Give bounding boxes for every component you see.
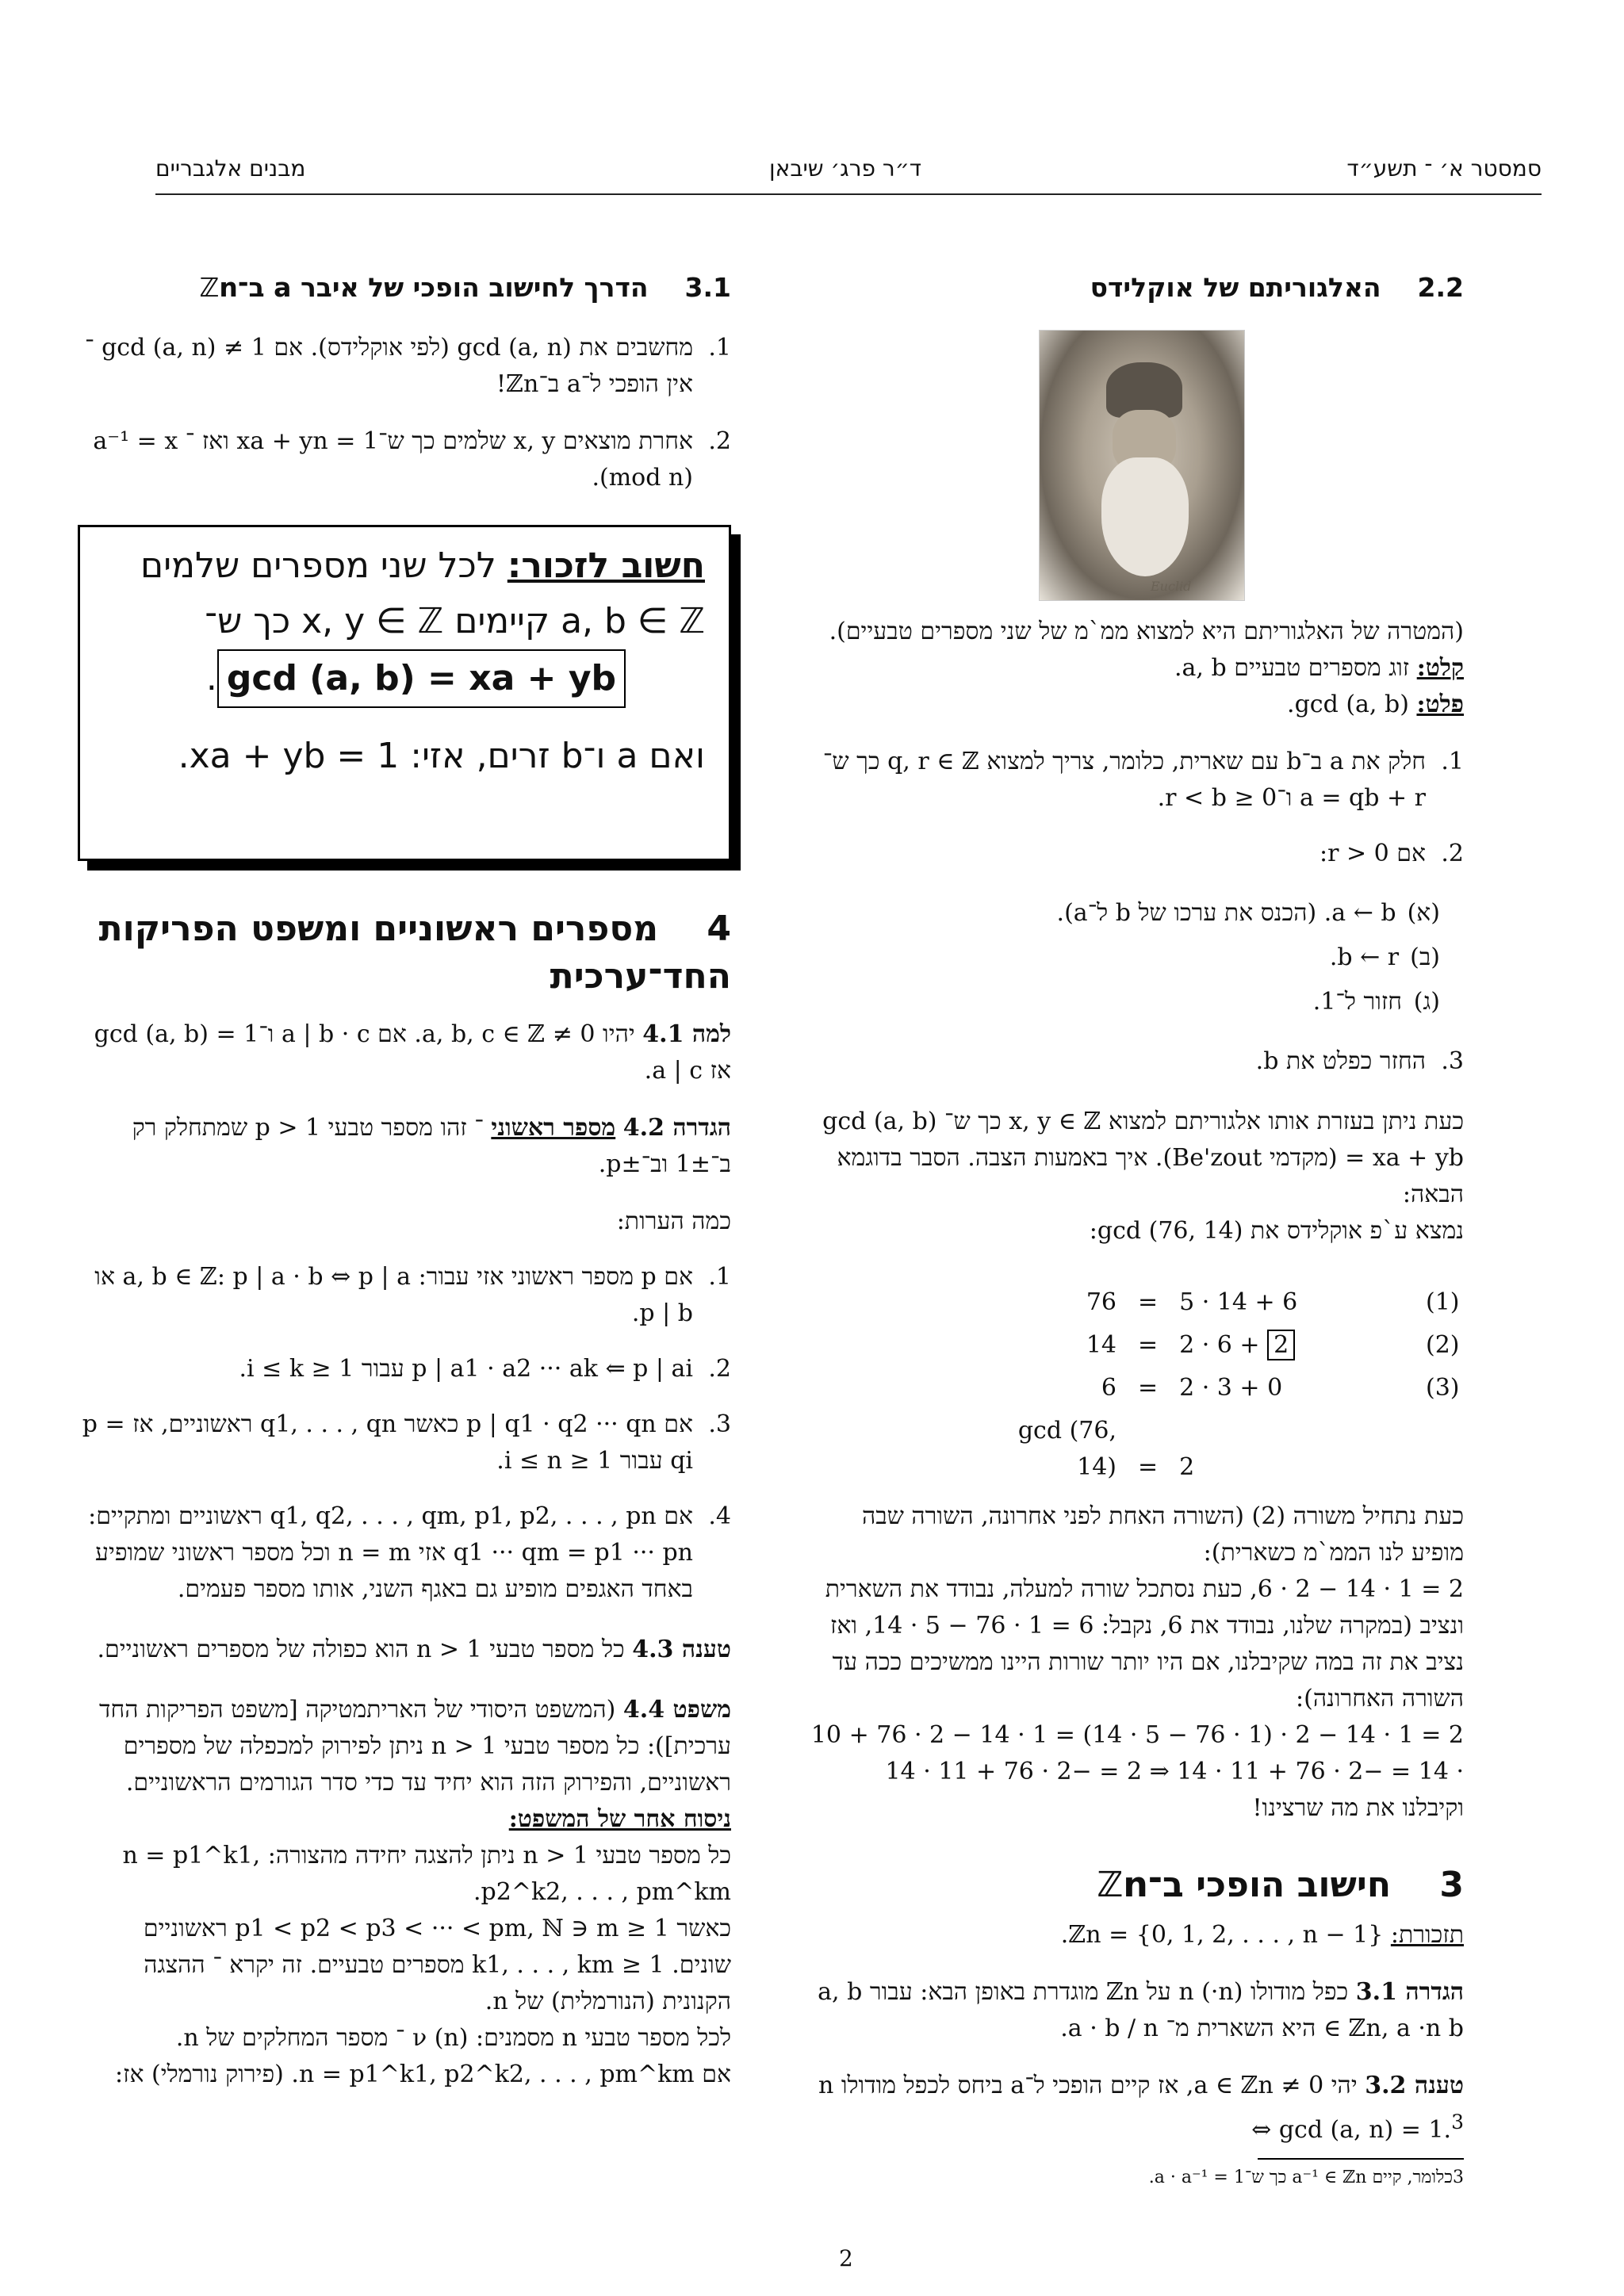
definition-text: ־ זהו מספר טבעי p > 1 שמתחלק רק ב־1± וב־±p. <box>132 1114 731 1178</box>
definition-label: הגדרה 3.1 <box>1355 1978 1464 2006</box>
output-text: gcd (a, b). <box>1287 691 1409 718</box>
remark-text: אם p מספר ראשוני אזי עבור: a, b ∈ ℤ: p | a · b ⇔ p | a או p | b. <box>94 1263 693 1327</box>
remark-number: 2. <box>708 1355 731 1383</box>
definition-3-1 <box>807 1974 1464 2047</box>
portrait-caption: Euclid <box>1151 579 1192 594</box>
step-text: חלק את a ב־b עם שארית, כלומר, צריך למצוא q, r ∈ ℤ כך ש־ a = qb + r ו־0 ≤ r < b. <box>822 748 1426 812</box>
step-number: 2. <box>708 427 731 455</box>
remark-item <box>78 1406 731 1479</box>
input-label: קלט: <box>1416 654 1464 682</box>
sub-steps <box>807 891 1440 1024</box>
eq-lhs: 14 <box>1086 1331 1116 1359</box>
eq-boxed-remainder: 2 <box>1267 1330 1295 1360</box>
definition-text: כפל מודולו n (·n) על ℤn מוגדרת באופן הבא: עבור a, b ∈ ℤn, a ·n b היא השארית מ־ a · b / n. <box>818 1978 1464 2042</box>
remark-text: אם p | q1 · q2 ··· qn כאשר q1, . . . , qn ראשוניים, אז p = qi עבור 1 ≤ i ≤ n. <box>82 1410 693 1475</box>
eq-sign: = <box>1137 1453 1159 1481</box>
eq-lhs: 6 <box>1101 1374 1116 1402</box>
remember-line-4: ואם a ו־b זרים, אזי: 1 = xa + yb. <box>178 736 705 776</box>
lemma-label: למה 4.1 <box>642 1020 731 1048</box>
eq-row-4 <box>974 1413 1194 1486</box>
remark-number: 4. <box>708 1502 731 1530</box>
section-title: האלגוריתם של אוקלידס <box>1090 272 1381 303</box>
section-number: 4 <box>707 909 731 949</box>
header-semester: סמסטר א׳ ־ תשע״ד <box>1346 155 1542 182</box>
algo-step <box>807 744 1464 817</box>
step-number: 2. <box>1441 840 1464 867</box>
eq-sign: = <box>1137 1331 1159 1359</box>
eq-tag: (3) <box>1426 1374 1460 1402</box>
reminder-label: תזכורת: <box>1390 1921 1464 1949</box>
alt-formulation-2: כאשר p1 < p2 < p3 < ··· < pm, ℕ ∋ m ≥ 1 ראשוניים שונים. k1, . . . , km ≥ 1 מספרים טבעיים. זה יקרא ־ ההצגה הקנונית (הנורמלית) של n. <box>143 1915 731 2015</box>
remark-text: p | a1 · a2 ··· ak ⇐ p | ai עבור 1 ≤ i ≤ k. <box>239 1355 693 1383</box>
algorithm-intro: (המטרה של האלגוריתם היא למצוא ממ`מ של שני מספרים טבעיים). <box>829 618 1464 645</box>
output-label: פלט: <box>1416 691 1464 718</box>
remember-line-3: gcd (a, b) = xa + yb. <box>104 649 626 708</box>
eq-rhs: 5 · 14 + 6 <box>1179 1288 1298 1316</box>
claim-text: כל מספר טבעי n > 1 הוא כפולה של מספרים ראשוניים. <box>97 1636 625 1663</box>
remark-number: 3. <box>708 1410 731 1438</box>
definition-label: הגדרה 4.2 <box>622 1114 731 1142</box>
substep-text: b ← r. <box>1329 943 1400 971</box>
input-line <box>807 650 1464 687</box>
alt-formulation-4: אם n = p1^k1, p2^k2, . . . , pm^km. (פירוק נורמלי) אז: <box>115 2061 731 2088</box>
algo-substep <box>807 936 1440 980</box>
section-2-2-heading <box>807 270 1464 306</box>
euclid-portrait <box>1039 330 1245 601</box>
substep-label: (ב) <box>1410 943 1440 971</box>
inverse-step <box>78 330 731 403</box>
section-4-heading <box>78 905 731 1001</box>
bezout-paragraph-b: נמצא ע`פ אוקלידס את gcd (76, 14): <box>1089 1217 1464 1245</box>
footnote: 3כלומר, קיים a⁻¹ ∈ ℤn כך ש־1 = a · a⁻¹. <box>1148 2168 1464 2187</box>
euclid-equations <box>807 1284 1464 1490</box>
footnote-marker: 3 <box>1451 2110 1464 2133</box>
eq-rhs: 2 · 6 + <box>1179 1331 1260 1359</box>
definition-term: מספר ראשוני <box>491 1114 616 1142</box>
claim-text: יהי 0 ≠ a ∈ ℤn, אז קיים הופכי ל־a ביחס לכפל מודולו n ⇔ gcd (a, n) = 1. <box>818 2072 1452 2144</box>
eq-sign: = <box>1137 1288 1159 1316</box>
eq-tag: (2) <box>1426 1331 1460 1359</box>
section-number: 3.1 <box>684 272 731 303</box>
eq-sign: = <box>1137 1374 1159 1402</box>
remark-text: אם q1, q2, . . . , qm, p1, p2, . . . , pn ראשוניים ומתקיים: q1 ··· qm = p1 ··· pn אזי n = m וכל מספר ראשוני שמופיע באחד האגפים מופיע גם באגף השני, אותו מספר פעמים. <box>88 1502 693 1603</box>
remark-item <box>78 1351 731 1387</box>
reminder-text: ℤn = {0, 1, 2, . . . , n − 1}. <box>1060 1921 1384 1949</box>
alt-formulation-title: ניסוח אחר של המשפט: <box>508 1805 731 1833</box>
claim-label: טענה 3.2 <box>1365 2072 1464 2099</box>
right-column <box>807 270 1464 2196</box>
step-number: 1. <box>708 334 731 362</box>
eq-tag: (1) <box>1426 1288 1460 1316</box>
definition-4-2 <box>78 1110 731 1183</box>
substep-label: (ג) <box>1413 988 1440 1016</box>
section-title: חישוב הופכי ב־ℤn <box>1097 1865 1392 1905</box>
eq-row-2 <box>974 1327 1295 1364</box>
left-column <box>78 270 731 2093</box>
eq-lhs: 76 <box>1086 1288 1116 1316</box>
remember-box <box>78 525 731 861</box>
header-lecturer: ד״ר פרג׳ שיבאן <box>769 155 922 182</box>
inverse-step <box>78 423 731 496</box>
section-3-1-heading <box>78 270 731 306</box>
page-number: 2 <box>839 2245 853 2271</box>
substep-label: (א) <box>1407 899 1440 927</box>
eq-lhs: gcd (76, 14) <box>1017 1417 1116 1481</box>
remarks-title: כמה הערות: <box>616 1207 731 1235</box>
theorem-4-4 <box>78 1692 731 1801</box>
alt-formulation-3: לכל מספר טבעי n מסמנים: ν (n) ־ מספר המחלקים של n. <box>175 2024 731 2052</box>
substep-text: a ← b. (הכנס את ערכו של b ל־a). <box>1056 899 1396 927</box>
step-number: 3. <box>1441 1047 1464 1075</box>
portrait-beard <box>1101 457 1189 576</box>
step-number: 1. <box>1441 748 1464 775</box>
backsub-paragraph-3: 2 = 1 · 14 − 2 · (1 · 76 − 5 · 14) = 1 · 14 − 2 · 76 + 10 · 14 = −2 · 76 + 11 · 14 ⇒ 2 = −2 · 76 + 11 · 14 <box>810 1721 1464 1785</box>
lemma-text: יהיו 0 ≠ a, b, c ∈ ℤ. אם a | b · c ו־gcd (a, b) = 1 אז a | c. <box>94 1020 731 1085</box>
remember-label: חשוב לזכור: <box>507 545 705 586</box>
remember-formula: gcd (a, b) = xa + yb <box>217 649 626 708</box>
eq-rhs: 2 · 3 + 0 <box>1179 1374 1283 1402</box>
reminder-line <box>807 1917 1464 1954</box>
substep-text: חזור ל־1. <box>1312 988 1402 1016</box>
bezout-paragraph: כעת ניתן בעזרת אותו אלגוריתם למצוא x, y ∈ ℤ כך ש־ gcd (a, b) = xa + yb (מקדמי Be'zout). איך באמעות הצבה. הסבר בדוגמא הבאה: <box>822 1108 1464 1208</box>
algo-step <box>807 1043 1464 1080</box>
remember-line-1 <box>104 538 705 594</box>
remember-text: לכל שני מספרים שלמים <box>140 545 496 586</box>
section-3-heading <box>807 1862 1464 1909</box>
algo-substep <box>807 891 1440 936</box>
step-text: מחשבים את gcd (a, n) (לפי אוקלידס). אם gcd (a, n) ≠ 1 ־ אין הופכי ל־a ב־ℤn! <box>85 334 693 398</box>
claim-label: טענה 4.3 <box>632 1636 731 1663</box>
section-number: 2.2 <box>1417 272 1464 303</box>
header-course: מבנים אלגבריים <box>155 155 306 182</box>
backsub-conclusion: וקיבלנו את מה שרצינו! <box>1252 1794 1464 1822</box>
algo-step <box>807 836 1464 872</box>
remark-number: 1. <box>708 1263 731 1291</box>
step-text: אחרת מוצאים x, y שלמים כך ש־1 = xa + yn ואז ־ a⁻¹ = x (mod n). <box>93 427 693 492</box>
theorem-text: (המשפט היסודי של האריתמטיקה [משפט הפריקות החד ערכית]): כל מספר טבעי n > 1 ניתן לפירוק למכפלה של מספרים ראשוניים, והפירוק הזה הוא יחיד עד כדי סדר הגורמים הראשוניים. <box>99 1696 731 1797</box>
eq-rhs: 2 <box>1179 1453 1195 1481</box>
step-text: החזר כפלט את b. <box>1255 1047 1426 1075</box>
backsub-paragraph: כעת נתחיל משורה (2) (השורה האחת לפני אחרונה, השורה שבה מופיע לנו הממ`מ כשארית): <box>861 1502 1464 1567</box>
remark-item <box>78 1259 731 1332</box>
output-line <box>807 687 1464 723</box>
section-title: מספרים ראשוניים ומשפט הפריקות החד־ערכית <box>98 909 731 997</box>
algo-substep <box>807 980 1440 1024</box>
theorem-label: משפט 4.4 <box>622 1696 731 1724</box>
eq-row-3 <box>974 1370 1282 1406</box>
remember-line-2: a, b ∈ ℤ קיימים x, y ∈ ℤ כך ש־ <box>205 601 705 641</box>
claim-3-2 <box>807 2068 1464 2149</box>
step-text: אם r > 0: <box>1319 840 1426 867</box>
claim-4-3 <box>78 1632 731 1668</box>
eq-row-1 <box>974 1284 1297 1321</box>
lemma-4-1 <box>78 1016 731 1089</box>
section-number: 3 <box>1439 1865 1464 1905</box>
remark-item <box>78 1498 731 1608</box>
section-title: הדרך לחישוב הופכי של איבר a ב־ℤn <box>199 272 649 303</box>
backsub-paragraph-2: 2 = 1 · 14 − 2 · 6, כעת נסתכל שורה למעלה, נבודד את השארית ונציב (במקרה שלנו, נבודד את 6, נקבל: 6 = 1 · 76 − 5 · 14, ואז נציב את זה במה שקיבלנו, אם היו יותר שורות היינו ממשיכים ככה עד השורה האחרונה): <box>825 1575 1464 1712</box>
header-rule <box>155 193 1542 195</box>
alt-formulation-1: כל מספר טבעי n > 1 ניתן להצגה יחידה מהצורה: n = p1^k1, p2^k2, . . . , pm^km. <box>122 1842 731 1906</box>
input-text: זוג מספרים טבעיים a, b. <box>1174 654 1410 682</box>
